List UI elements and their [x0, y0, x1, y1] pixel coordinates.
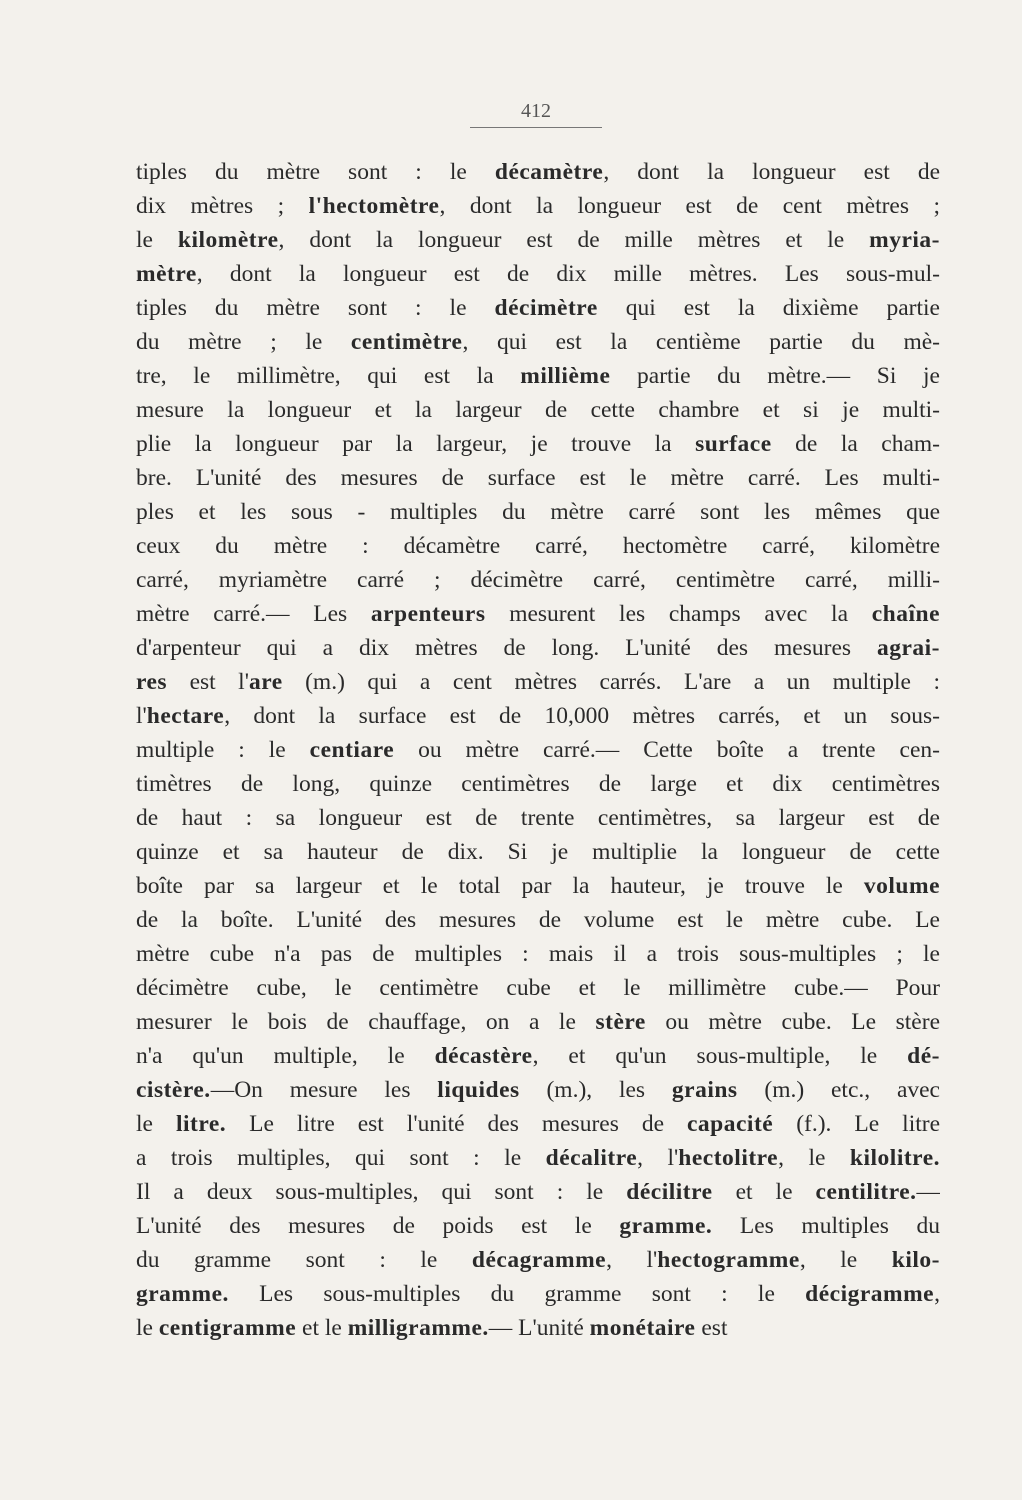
- text-run: ou mètre carré.— Cette boîte a trente cen-: [394, 737, 940, 763]
- text-run: ,: [934, 1281, 940, 1307]
- text-line: [136, 1277, 940, 1311]
- bold-term: litre.: [175, 1111, 227, 1137]
- bold-term: grains: [671, 1077, 738, 1103]
- text-run: ou mètre cube. Le stère: [645, 1009, 940, 1035]
- bold-term: agrai-: [876, 635, 940, 661]
- text-line: [136, 1311, 940, 1345]
- text-run: le: [136, 1111, 176, 1137]
- text-run: du gramme sont : le: [136, 1247, 472, 1273]
- text-run: , l': [637, 1145, 679, 1171]
- text-run: carré, myriamètre carré ; décimètre carré, centimètre carré, milli-: [136, 567, 940, 593]
- text-run: et le: [712, 1179, 816, 1205]
- text-run: (m.) qui a cent mètres carrés. L'are a un multiple :: [282, 669, 940, 695]
- bold-term: kilo-: [891, 1247, 940, 1273]
- text-run: et le: [296, 1315, 348, 1341]
- bold-term: mètre: [136, 261, 197, 287]
- text-line: [136, 495, 940, 529]
- text-run: — L'unité: [488, 1315, 590, 1341]
- text-run: le: [136, 1315, 159, 1341]
- bold-term: surface: [695, 431, 772, 457]
- text-run: plie la longueur par la largeur, je trouve la: [136, 431, 696, 457]
- text-line: [136, 1209, 940, 1243]
- text-line: [136, 1107, 940, 1141]
- bold-term: gramme.: [136, 1281, 229, 1307]
- text-run: tre, le millimètre, qui est la: [136, 363, 521, 389]
- text-run: partie du mètre.— Si je: [610, 363, 940, 389]
- text-run: le: [136, 227, 178, 253]
- text-run: mètre carré.— Les: [136, 601, 371, 627]
- text-line: [136, 393, 940, 427]
- text-line: [136, 563, 940, 597]
- bold-term: arpenteurs: [370, 601, 486, 627]
- text-line: [136, 155, 940, 189]
- text-run: de la cham-: [771, 431, 940, 457]
- text-line: [136, 733, 940, 767]
- text-run: a trois multiples, qui sont : le: [136, 1145, 546, 1171]
- text-run: Le litre est l'unité des mesures de: [226, 1111, 687, 1137]
- text-run: mesure la longueur et la largeur de cette chambre et si je multi-: [136, 397, 940, 423]
- text-line: [136, 631, 940, 665]
- text-line: [136, 869, 940, 903]
- text-line: [136, 325, 940, 359]
- bold-term: décastère: [434, 1043, 533, 1069]
- text-line: [136, 1175, 940, 1209]
- text-line: [136, 1005, 940, 1039]
- text-line: [136, 1039, 940, 1073]
- bold-term: hectogramme: [657, 1247, 800, 1273]
- text-run: ceux du mètre : décamètre carré, hectomètre carré, kilomètre: [136, 533, 940, 559]
- text-line: [136, 223, 940, 257]
- bold-term: décigramme: [805, 1281, 935, 1307]
- bold-term: décamètre: [494, 159, 604, 185]
- text-run: mètre cube n'a pas de multiples : mais il a trois sous-multiples ; le: [136, 941, 940, 967]
- bold-term: décalitre: [545, 1145, 638, 1171]
- text-run: ples et les sous - multiples du mètre carré sont les mêmes que: [136, 499, 940, 525]
- text-run: , dont la longueur est de cent mètres ;: [439, 193, 940, 219]
- text-run: , le: [778, 1145, 850, 1171]
- text-run: —On mesure les: [210, 1077, 438, 1103]
- text-run: timètres de long, quinze centimètres de large et dix centimètres: [136, 771, 940, 797]
- text-run: , le: [799, 1247, 892, 1273]
- text-line: [136, 427, 940, 461]
- bold-term: chaîne: [871, 601, 940, 627]
- bold-term: hectare: [146, 703, 225, 729]
- bold-term: l'hectomètre: [308, 193, 440, 219]
- text-run: (f.). Le litre: [773, 1111, 940, 1137]
- bold-term: are: [248, 669, 283, 695]
- text-run: , dont la longueur est de mille mètres et le: [278, 227, 870, 253]
- text-line: [136, 529, 940, 563]
- bold-term: hectolitre: [678, 1145, 779, 1171]
- text-run: boîte par sa largeur et le total par la hauteur, je trouve le: [136, 873, 864, 899]
- text-run: multiple : le: [136, 737, 310, 763]
- bold-term: centiare: [309, 737, 395, 763]
- text-line: [136, 767, 940, 801]
- text-run: Il a deux sous-multiples, qui sont : le: [136, 1179, 627, 1205]
- text-run: L'unité des mesures de poids est le: [136, 1213, 620, 1239]
- text-line: [136, 903, 940, 937]
- text-run: , et qu'un sous-multiple, le: [532, 1043, 908, 1069]
- text-run: —: [916, 1179, 940, 1205]
- bold-term: volume: [863, 873, 940, 899]
- text-run: mesurer le bois de chauffage, on a le: [136, 1009, 596, 1035]
- bold-term: res: [136, 669, 168, 695]
- text-run: quinze et sa hauteur de dix. Si je multiplie la longueur de cette: [136, 839, 940, 865]
- text-line: [136, 665, 940, 699]
- bold-term: kilolitre.: [849, 1145, 940, 1171]
- text-line: [136, 257, 940, 291]
- text-run: est: [695, 1315, 728, 1341]
- text-line: [136, 189, 940, 223]
- bold-term: cistère.: [136, 1077, 211, 1103]
- text-run: , dont la surface est de 10,000 mètres carrés, et un sous-: [224, 703, 940, 729]
- text-line: [136, 1243, 940, 1277]
- bold-term: gramme.: [619, 1213, 713, 1239]
- text-line: [136, 1073, 940, 1107]
- text-run: tiples du mètre sont : le: [136, 295, 495, 321]
- text-line: [136, 597, 940, 631]
- text-run: qui est la dixième partie: [597, 295, 940, 321]
- text-run: de haut : sa longueur est de trente centimètres, sa largeur est de: [136, 805, 940, 831]
- bold-term: décimètre: [494, 295, 598, 321]
- text-line: [136, 1141, 940, 1175]
- bold-term: centigramme: [158, 1315, 297, 1341]
- text-run: mesurent les champs avec la: [485, 601, 872, 627]
- bold-term: kilomètre: [177, 227, 279, 253]
- bold-term: décilitre: [626, 1179, 713, 1205]
- bold-term: décagramme: [471, 1247, 607, 1273]
- bold-term: centimètre: [350, 329, 463, 355]
- bold-term: millième: [520, 363, 611, 389]
- bold-term: centilitre.: [815, 1179, 917, 1205]
- text-run: , l': [606, 1247, 658, 1273]
- text-run: l': [136, 703, 147, 729]
- text-line: [136, 937, 940, 971]
- text-run: d'arpenteur qui a dix mètres de long. L'unité des mesures: [136, 635, 877, 661]
- text-line: [136, 971, 940, 1005]
- bold-term: dé-: [907, 1043, 940, 1069]
- bold-term: liquides: [437, 1077, 520, 1103]
- text-run: , qui est la centième partie du mè-: [462, 329, 940, 355]
- text-line: [136, 801, 940, 835]
- header-rule: [470, 127, 602, 128]
- bold-term: monétaire: [589, 1315, 696, 1341]
- text-line: [136, 699, 940, 733]
- text-line: [136, 835, 940, 869]
- text-run: , dont la longueur est de: [603, 159, 940, 185]
- text-run: est l': [167, 669, 249, 695]
- text-run: , dont la longueur est de dix mille mètres. Les sous-mul-: [196, 261, 940, 287]
- text-line: [136, 291, 940, 325]
- text-run: Les sous-multiples du gramme sont : le: [228, 1281, 806, 1307]
- text-run: de la boîte. L'unité des mesures de volume est le mètre cube. Le: [136, 907, 940, 933]
- text-run: n'a qu'un multiple, le: [136, 1043, 435, 1069]
- text-run: (m.), les: [519, 1077, 672, 1103]
- bold-term: myria-: [869, 227, 940, 253]
- bold-term: stère: [595, 1009, 646, 1035]
- bold-term: milligramme.: [347, 1315, 489, 1341]
- text-run: (m.) etc., avec: [737, 1077, 940, 1103]
- text-run: dix mètres ;: [136, 193, 309, 219]
- page-number: 412: [521, 100, 551, 122]
- text-run: Les multiples du: [712, 1213, 940, 1239]
- text-run: du mètre ; le: [136, 329, 351, 355]
- text-line: [136, 359, 940, 393]
- bold-term: capacité: [687, 1111, 774, 1137]
- text-run: décimètre cube, le centimètre cube et le millimètre cube.— Pour: [136, 975, 940, 1001]
- text-line: [136, 461, 940, 495]
- text-run: tiples du mètre sont : le: [136, 159, 495, 185]
- text-run: bre. L'unité des mesures de surface est le mètre carré. Les multi-: [136, 465, 940, 491]
- body-text: [136, 155, 940, 1345]
